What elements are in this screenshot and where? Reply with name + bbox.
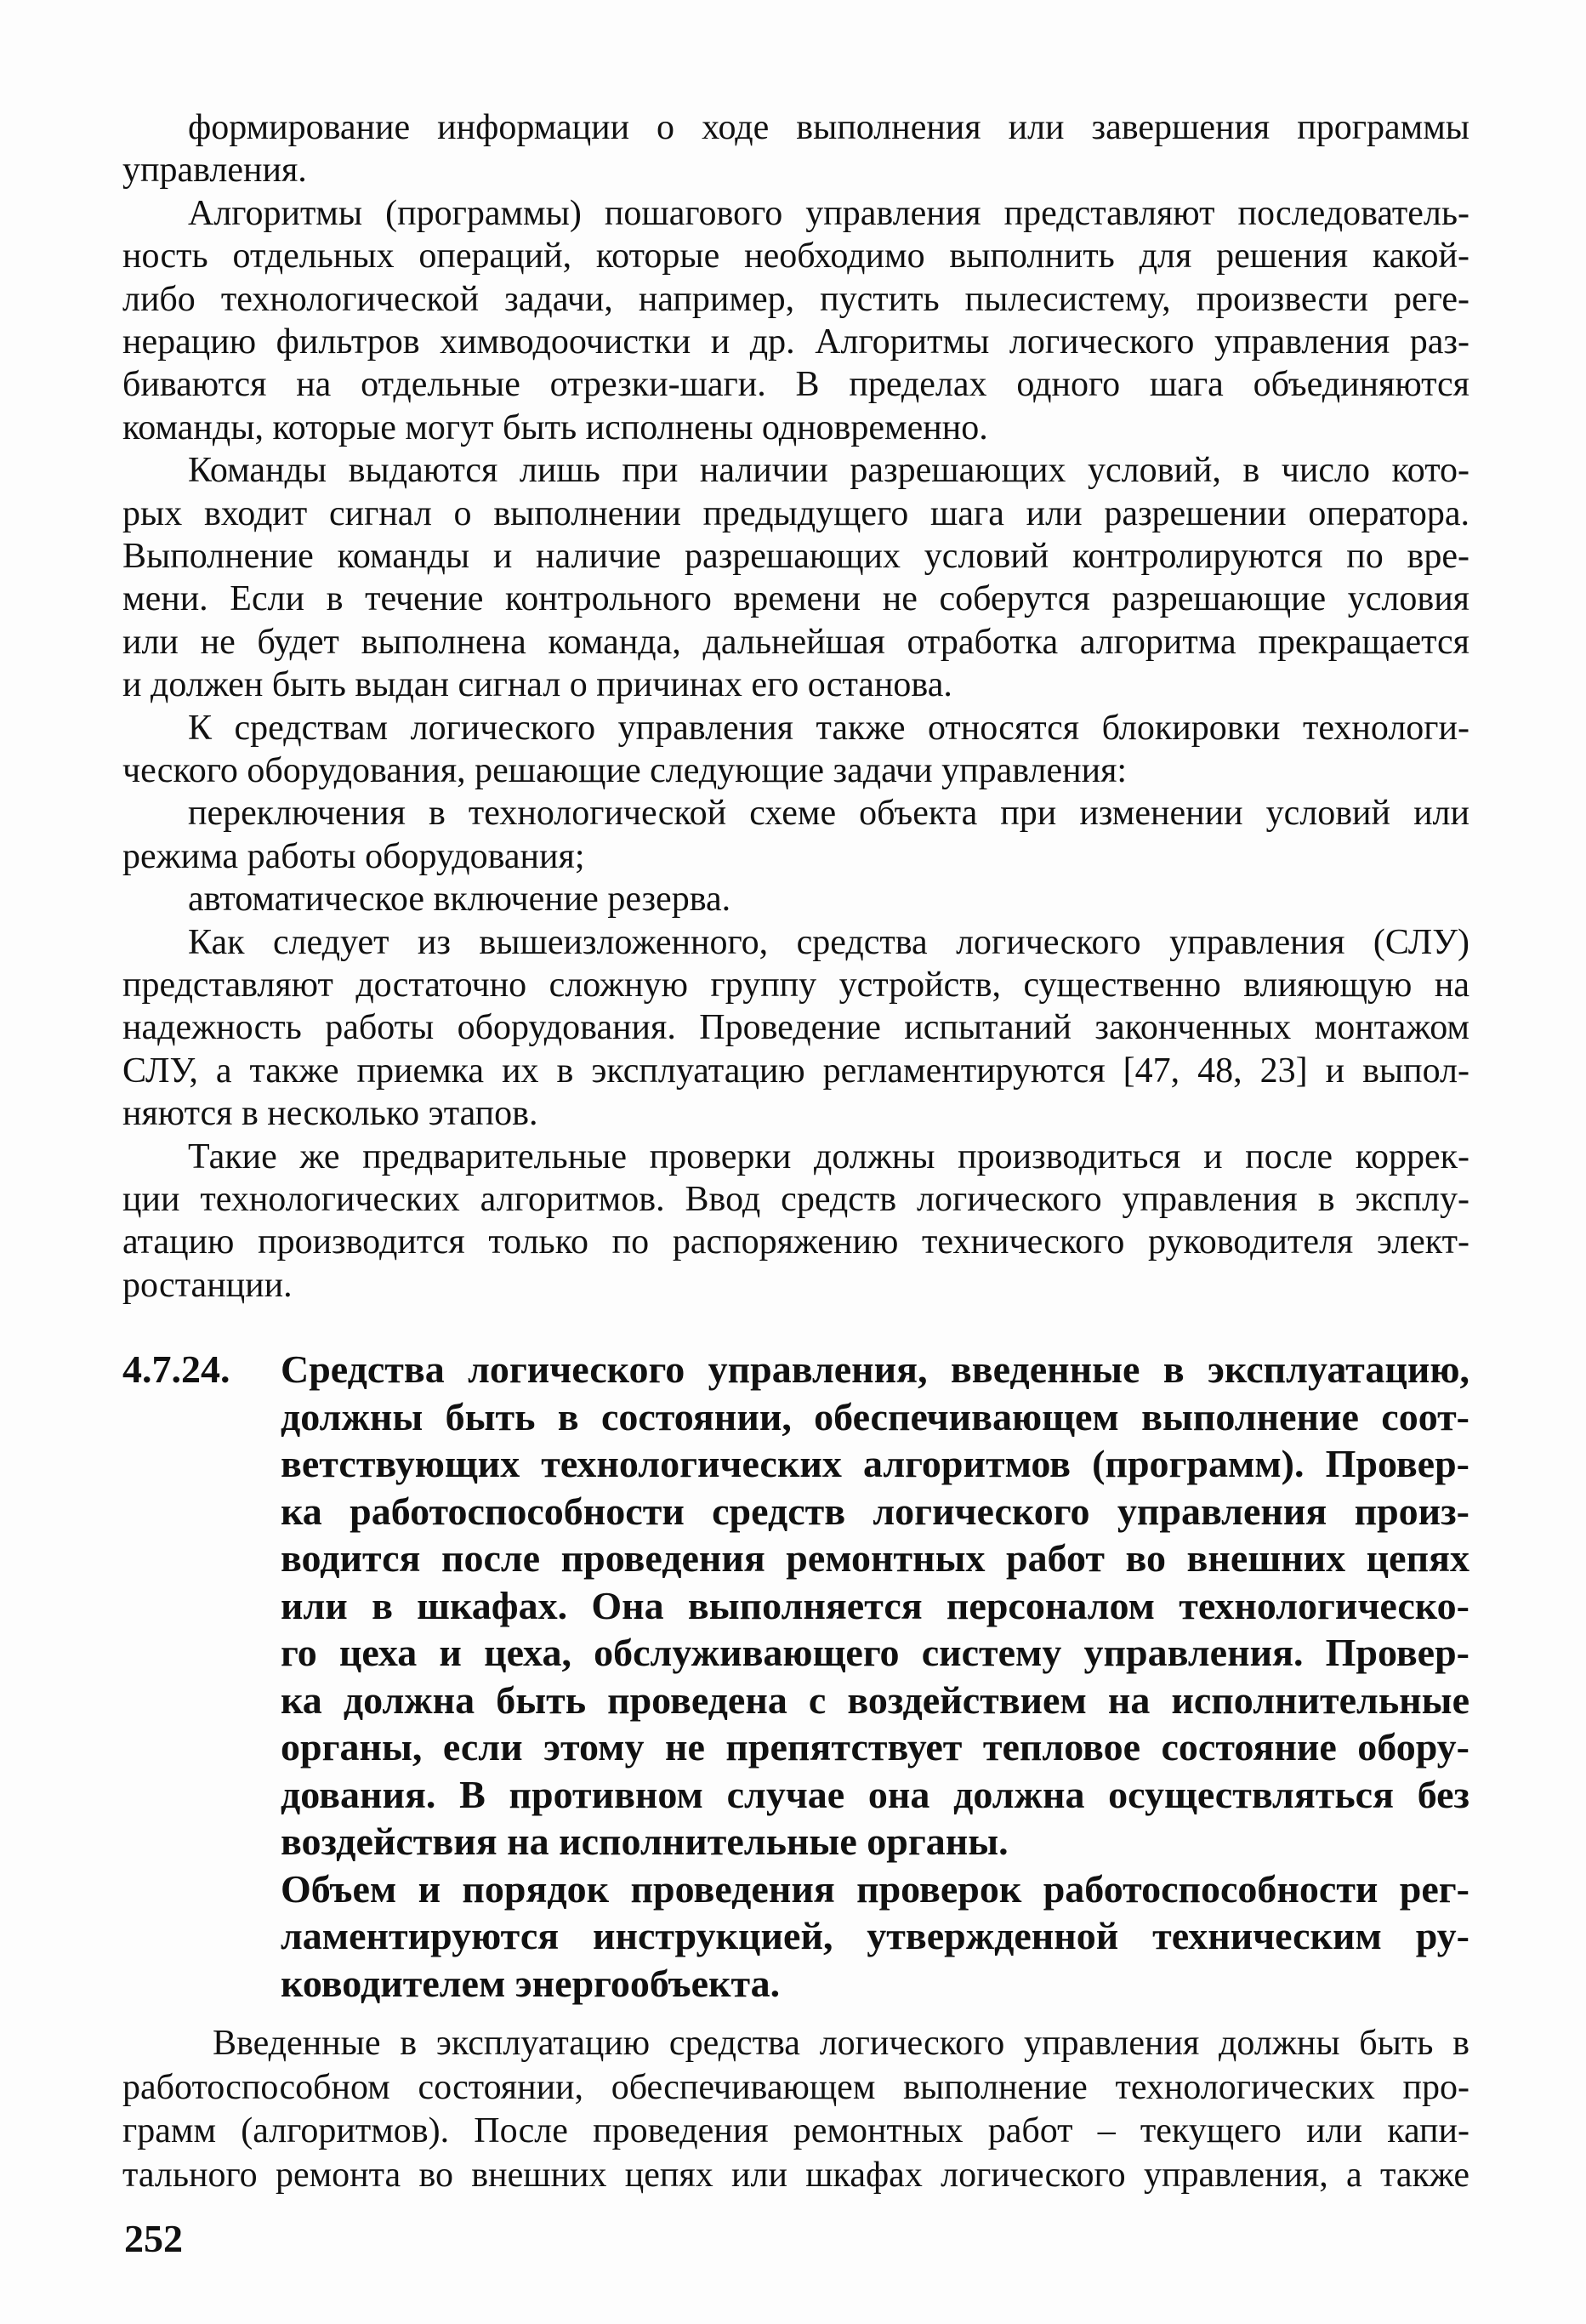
section-line: Объем и порядок проведения проверок работоспособности рег- bbox=[281, 1866, 1469, 1911]
text-line: ческого оборудования, решающие следующие задачи управления: bbox=[122, 751, 1128, 790]
text-line: формирование информации о ходе выполнения или завершения программы bbox=[188, 108, 1469, 147]
section-line: водится после проведения ремонтных работ во внешних цепях bbox=[281, 1536, 1469, 1580]
text-line: ность отдельных операций, которые необходимо выполнить для решения какой- bbox=[122, 236, 1469, 276]
text-line: рых входит сигнал о выполнении предыдущего шага или разрешении оператора. bbox=[122, 493, 1469, 533]
text-line: представляют достаточно сложную группу устройств, существенно влияющую на bbox=[122, 965, 1469, 1005]
text-line: мени. Если в течение контрольного времени не соберутся разрешающие условия bbox=[122, 579, 1469, 619]
section-line: ка должна быть проведена с воздействием на исполнительные bbox=[281, 1677, 1469, 1722]
section-number: 4.7.24. bbox=[122, 1347, 230, 1391]
text-line: переключения в технологической схеме объекта при изменении условий или bbox=[188, 794, 1469, 834]
text-line: ростанции. bbox=[122, 1265, 293, 1305]
section-line: должны быть в состоянии, обеспечивающем выполнение соот- bbox=[281, 1394, 1469, 1438]
section-line: воздействия на исполнительные органы. bbox=[281, 1820, 1009, 1863]
text-line: Команды выдаются лишь при наличии разрешающих условий, в число кото- bbox=[188, 451, 1469, 491]
section-line: дования. В противном случае она должна осуществляться без bbox=[281, 1772, 1469, 1816]
text-line: СЛУ, а также приемка их в эксплуатацию регламентируются [47, 48, 23] и выпол- bbox=[122, 1051, 1469, 1091]
text-line: грамм (алгоритмов). После проведения ремонтных работ – текущего или капи- bbox=[122, 2111, 1469, 2150]
text-line: команды, которые могут быть исполнены одновременно. bbox=[122, 407, 988, 447]
text-line: нерацию фильтров химводоочистки и др. Алгоритмы логического управления раз- bbox=[122, 322, 1469, 362]
text-line: Такие же предварительные проверки должны производиться и после коррек- bbox=[188, 1136, 1469, 1176]
text-line: надежность работы оборудования. Проведение испытаний законченных монтажом bbox=[122, 1008, 1469, 1048]
text-line: Выполнение команды и наличие разрешающих условий контролируются по вре- bbox=[122, 537, 1469, 576]
text-line: Введенные в эксплуатацию средства логического управления должны быть в bbox=[213, 2024, 1469, 2063]
section-line: ководителем энергообъекта. bbox=[281, 1961, 781, 2005]
section-line: ка работоспособности средств логического управления произ- bbox=[281, 1489, 1469, 1533]
text-line: или не будет выполнена команда, дальнейшая отработка алгоритма прекращается bbox=[122, 622, 1469, 662]
text-line: атацию производится только по распоряжению технического руководителя элект- bbox=[122, 1222, 1469, 1262]
text-line: работоспособном состоянии, обеспечивающем выполнение технологических про- bbox=[122, 2067, 1469, 2107]
text-line: няются в несколько этапов. bbox=[122, 1094, 538, 1134]
section-line: ламентируются инструкцией, утвержденной техническим ру- bbox=[281, 1914, 1469, 1957]
text-line: управления. bbox=[122, 151, 307, 191]
text-line: К средствам логического управления также относятся блокировки технологи- bbox=[188, 708, 1469, 748]
text-line: и должен быть выдан сигнал о причинах его останова. bbox=[122, 665, 952, 705]
section-line: или в шкафах. Она выполняется персоналом технологическо- bbox=[281, 1583, 1469, 1627]
text-line: Алгоритмы (программы) пошагового управления представляют последователь- bbox=[188, 193, 1469, 233]
text-line: режима работы оборудования; bbox=[122, 836, 585, 876]
text-line: тального ремонта во внешних цепях или шкафах логического управления, а также bbox=[122, 2155, 1469, 2195]
section-line: органы, если этому не препятствует тепловое состояние обору- bbox=[281, 1725, 1469, 1769]
page-number: 252 bbox=[124, 2217, 183, 2260]
text-line: Как следует из вышеизложенного, средства логического управления (СЛУ) bbox=[188, 922, 1469, 962]
text-line: биваются на отдельные отрезки-шаги. В пределах одного шага объединяются bbox=[122, 365, 1469, 405]
section-line: ветствующих технологических алгоритмов (программ). Провер- bbox=[281, 1442, 1469, 1485]
section-line: го цеха и цеха, обслуживающего систему управления. Провер- bbox=[281, 1631, 1469, 1674]
text-line: автоматическое включение резерва. bbox=[188, 880, 731, 920]
section-line: Средства логического управления, введенные в эксплуатацию, bbox=[281, 1347, 1469, 1391]
text-line: либо технологической задачи, например, пустить пылесистему, произвести реге- bbox=[122, 279, 1469, 319]
text-line: ции технологических алгоритмов. Ввод средств логического управления в эксплу- bbox=[122, 1180, 1469, 1219]
